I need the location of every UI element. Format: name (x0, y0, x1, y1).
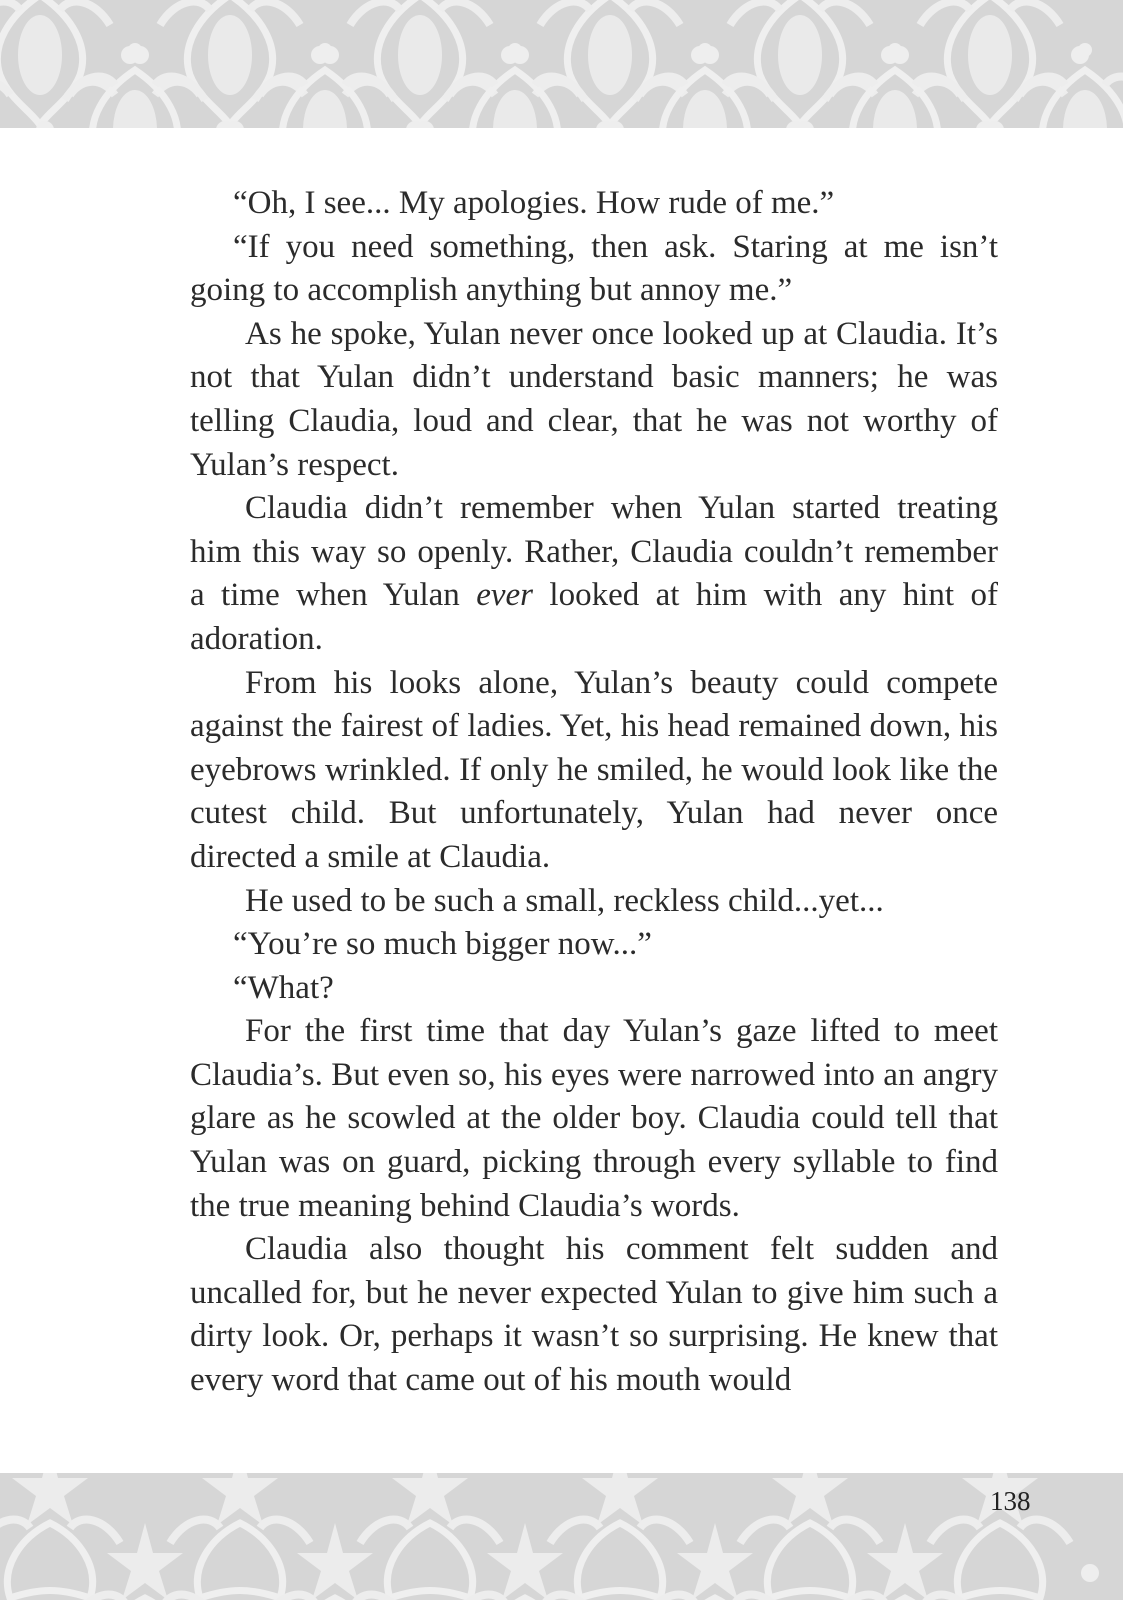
paragraph-text: looked at him with any hint of adoration. (190, 577, 999, 657)
paragraph-dialog: “Oh, I see... My apologies. How rude of me.” (233, 185, 835, 221)
paragraph-dialog: “If you need something, then ask. Staring at me isn’t going to accomplish anything but annoy me.” (190, 228, 998, 309)
paragraph: Claudia also thought his comment felt sudden and uncalled for, but he never expected Yulan to give him such a dirty look. Or, perhaps it wasn’t so surprising. He knew that every word that came out of his mouth would (190, 1231, 998, 1399)
damask-pattern-top (0, 0, 1123, 128)
paragraph: From his looks alone, Yulan’s beauty could compete against the fairest of ladies. Yet, his head remained down, his eyebrows wrinkled. If only he smiled, he would look like the cutest child. But unfortunately, Yulan had never once directed a smile at Claudia. (190, 664, 998, 875)
damask-pattern-bottom (0, 1473, 1123, 1600)
paragraph: He used to be such a small, reckless child...yet... (245, 882, 884, 919)
top-ornamental-band (0, 0, 1123, 128)
emphasis-word: ever (476, 577, 533, 614)
page-number: 138 (990, 1486, 1031, 1516)
paragraph-dialog: “You’re so much bigger now...” (233, 926, 652, 963)
paragraph: For the first time that day Yulan’s gaze lifted to meet Claudia’s. But even so, his eyes were narrowed into an angry glare as he scowled at the older boy. Claudia could tell that Yulan was on guard, picking through every syllable to find the true meaning behind Claudia’s words. (190, 1013, 998, 1224)
body-text (190, 182, 998, 1403)
paragraph-text: Claudia didn’t remember when Yulan started treating him this way so openly. Rather, Claudia couldn’t remember a time when Yulan (190, 490, 998, 614)
paragraph-with-emphasis (190, 487, 998, 661)
paragraph-dialog: “What? (233, 969, 334, 1006)
paragraph: As he spoke, Yulan never once looked up at Claudia. It’s not that Yulan didn’t understand basic manners; he was telling Claudia, loud and clear, that he was not worthy of Yulan’s respect. (190, 315, 998, 483)
bottom-ornamental-band (0, 1473, 1123, 1600)
